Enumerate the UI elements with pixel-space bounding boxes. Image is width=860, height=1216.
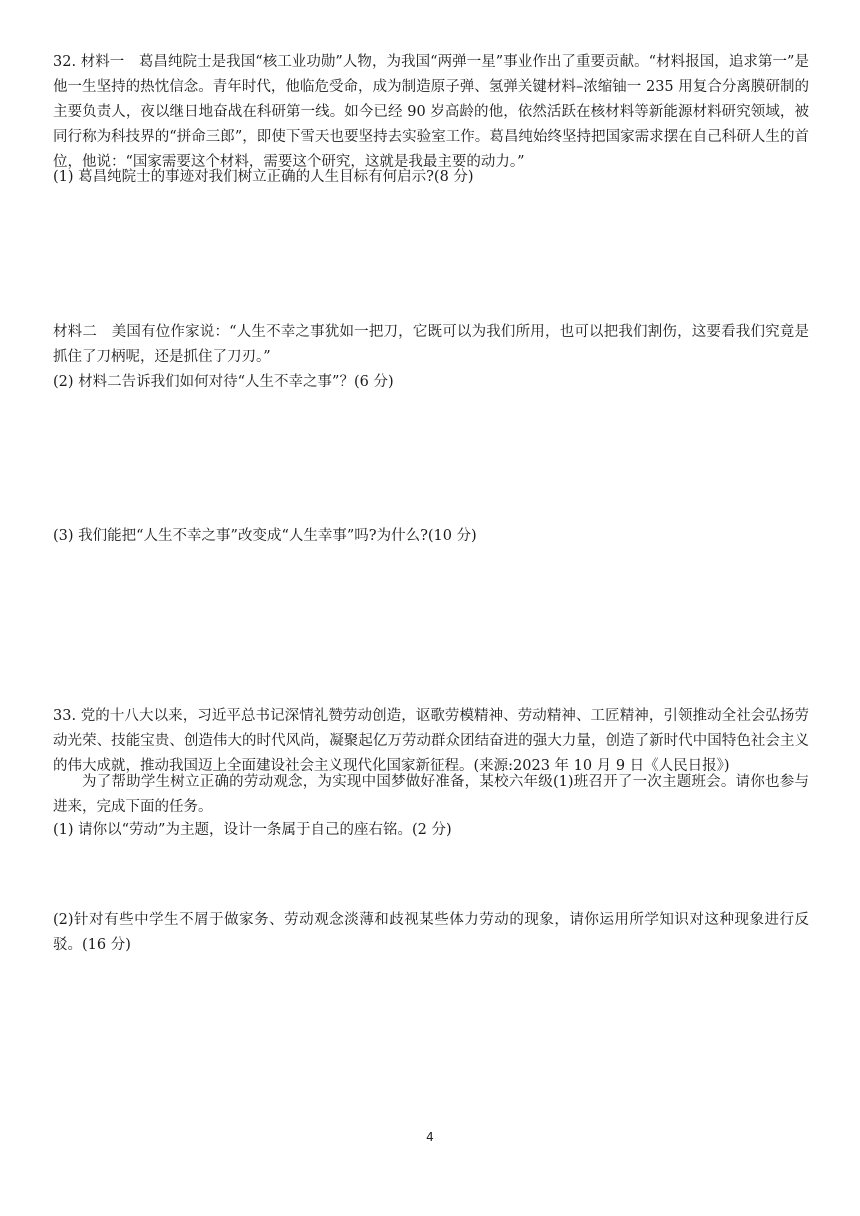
question-33-task bbox=[53, 770, 809, 820]
question-33-sub-2-text: (2)针对有些中学生不屑于做家务、劳动观念淡薄和歧视某些体力劳动的现象，请你运用所学知识对这种现象进行反驳。(16 分) bbox=[53, 912, 809, 953]
question-32-sub-2-text: (2) 材料二告诉我们如何对待“人生不幸之事”？(6 分) bbox=[53, 374, 394, 390]
question-33-sub-2 bbox=[53, 908, 809, 958]
question-32-sub-1 bbox=[53, 165, 809, 190]
page-number: 4 bbox=[426, 1130, 434, 1144]
question-32-material-1-text: 32. 材料一 葛昌纯院士是我国“核工业功勋”人物，为我国“两弹一星”事业作出了重要贡献。“材料报国，追求第一”是他一生坚持的热忱信念。青年时代，他临危受命，成为制造原子弹、氢弹关键材料–浓缩铀一 235 用复合分离膜研制的主要负责人，夜以继日地奋战在科研第一线。如今已经 90 岁高龄的他，依然活跃在核材料等新能源材料研究领域，被同行称为科技界的“拼命三郎”，即使下雪天也要坚持去实验室工作。葛昌纯始终坚持把国家需求摆在自己科研人生的首位，他说：“国家需要这个材料，需要这个研究，这就是我最主要的动力。” bbox=[53, 54, 809, 170]
question-33-sub-1 bbox=[53, 818, 809, 843]
question-32-sub-1-text: (1) 葛昌纯院士的事迹对我们树立正确的人生目标有何启示?(8 分) bbox=[53, 169, 474, 185]
question-33-sub-1-text: (1) 请你以“劳动”为主题，设计一条属于自己的座右铭。(2 分) bbox=[53, 822, 452, 838]
question-32-material-2-text: 材料二 美国有位作家说：“人生不幸之事犹如一把刀，它既可以为我们所用，也可以把我们割伤，这要看我们究竟是抓住了刀柄呢，还是抓住了刀刃。” bbox=[53, 324, 809, 365]
question-32-sub-3 bbox=[53, 524, 809, 549]
question-33-material-text: 33. 党的十八大以来，习近平总书记深情礼赞劳动创造，讴歌劳模精神、劳动精神、工匠精神，引领推动全社会弘扬劳动光荣、技能宝贵、创造伟大的时代风尚，凝聚起亿万劳动群众团结奋进的强大力量，创造了新时代中国特色社会主义的伟大成就，推动我国迈上全面建设社会主义现代化国家新征程。(来源:2023 年 10 月 9 日《人民日报》) bbox=[53, 708, 809, 774]
question-33-task-text: 为了帮助学生树立正确的劳动观念，为实现中国梦做好准备，某校六年级(1)班召开了一次主题班会。请你也参与进来，完成下面的任务。 bbox=[53, 774, 809, 815]
question-32-material-2 bbox=[53, 320, 809, 370]
question-33-material bbox=[53, 704, 809, 779]
question-32-material-1 bbox=[53, 50, 809, 175]
question-32-sub-2 bbox=[53, 370, 809, 395]
question-32-sub-3-text: (3) 我们能把“人生不幸之事”改变成“人生幸事”吗?为什么?(10 分) bbox=[53, 528, 477, 544]
